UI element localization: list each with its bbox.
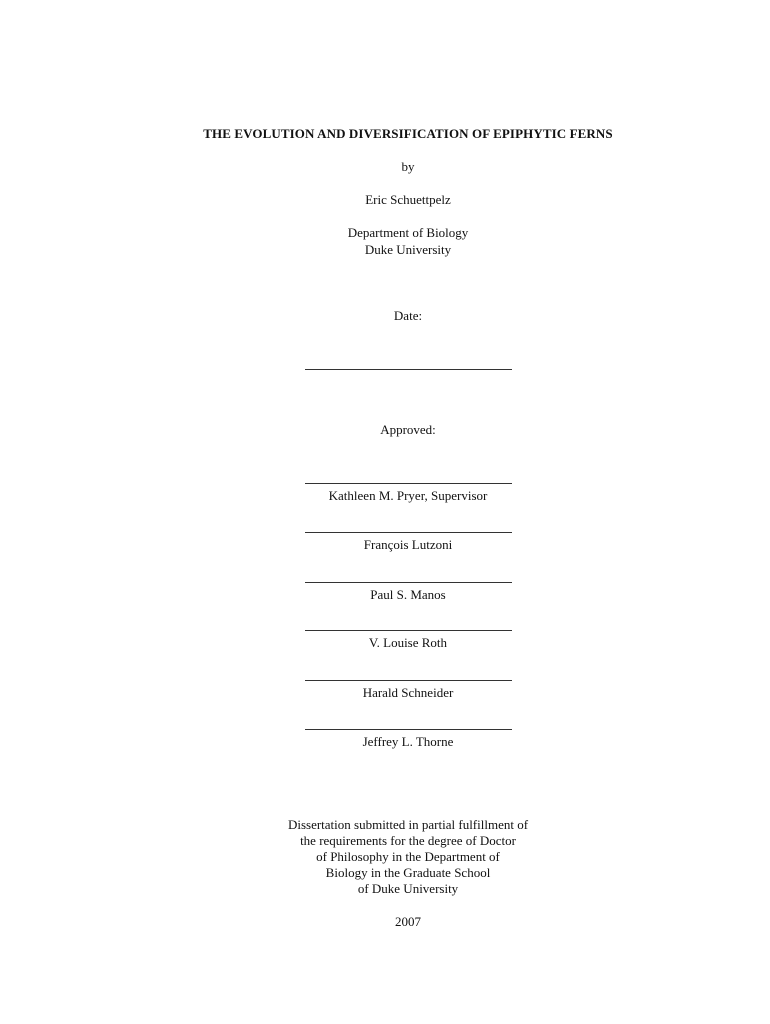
statement-line: of Philosophy in the Department of xyxy=(316,849,500,864)
committee-member: Paul S. Manos xyxy=(370,587,446,602)
statement-line: the requirements for the degree of Doctor xyxy=(300,833,516,848)
statement-line: of Duke University xyxy=(357,881,459,896)
signature-line xyxy=(305,729,512,730)
signature-line xyxy=(305,532,512,533)
committee-member: Kathleen M. Pryer, Supervisor xyxy=(328,488,488,503)
by-line: by xyxy=(401,159,415,174)
signature-line xyxy=(305,483,512,484)
signature-line xyxy=(305,582,512,583)
statement-line: Dissertation submitted in partial fulfillment of xyxy=(287,817,529,832)
year: 2007 xyxy=(395,914,421,929)
department-name: Department of Biology xyxy=(347,225,469,240)
statement-line: Biology in the Graduate School xyxy=(325,865,491,880)
signature-line xyxy=(305,630,512,631)
signature-line xyxy=(305,680,512,681)
date-signature-line xyxy=(305,369,512,370)
committee-member: Jeffrey L. Thorne xyxy=(362,734,454,749)
committee-member: Harald Schneider xyxy=(362,685,454,700)
committee-member: François Lutzoni xyxy=(363,537,453,552)
approved-label: Approved: xyxy=(380,422,436,437)
university-name: Duke University xyxy=(364,242,452,257)
committee-member: V. Louise Roth xyxy=(368,635,448,650)
dissertation-title: THE EVOLUTION AND DIVERSIFICATION OF EPIPHYTIC FERNS xyxy=(203,126,613,141)
author-name: Eric Schuettpelz xyxy=(365,192,451,207)
date-label: Date: xyxy=(393,308,423,323)
